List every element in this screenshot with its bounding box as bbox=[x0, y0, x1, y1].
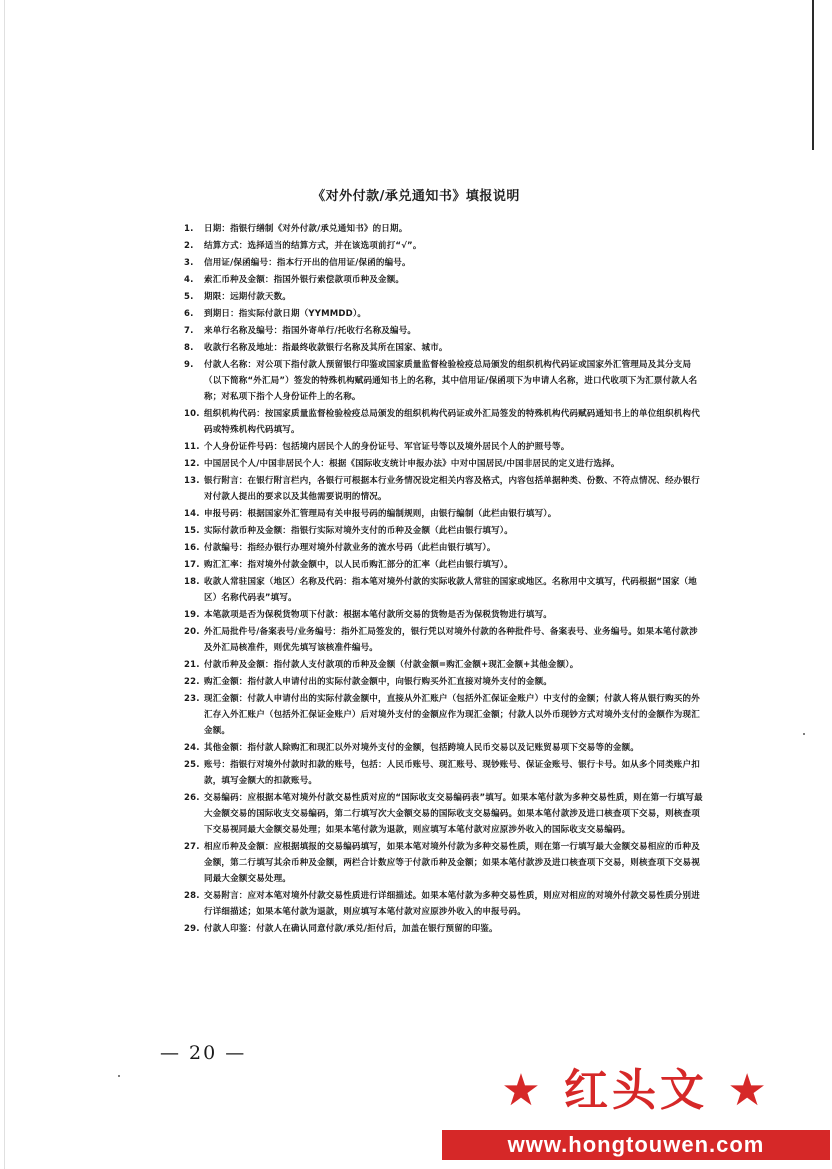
item-number: 7. bbox=[184, 326, 194, 336]
scan-edge bbox=[4, 0, 5, 1169]
item-number: 11. bbox=[184, 442, 200, 452]
item-text: 付款币种及金额：指付款人支付款项的币种及金额（付款金额=购汇金额+现汇金额+其他金额）。 bbox=[204, 660, 579, 670]
item-text: 付款人名称：对公项下指付款人预留银行印鉴或国家质量监督检验检疫总局颁发的组织机构代码证或国家外汇管理局及其分支局（以下简称“外汇局”）签发的特殊机构赋码通知书上的名称，其中信用证/保函项下为申请人名称，进口代收项下为汇票付款人名称；对私项下指个人身份证件上的名称。 bbox=[204, 360, 698, 402]
item-number: 21. bbox=[184, 660, 200, 670]
item-text: 到期日：指实际付款日期（YYMMDD）。 bbox=[204, 309, 367, 319]
item-text: 交易附言：应对本笔对境外付款交易性质进行详细描述。如果本笔付款为多种交易性质，则应对相应的对境外付款交易性质分别进行详细描述；如果本笔付款为退款，则应填写本笔付款对应原涉外收入的申报号码。 bbox=[204, 891, 700, 917]
list-item bbox=[184, 306, 704, 322]
list-item bbox=[184, 691, 704, 739]
list-item bbox=[184, 624, 704, 656]
item-text: 本笔款项是否为保税货物项下付款：根据本笔付款所交易的货物是否为保税货物进行填写。 bbox=[204, 610, 553, 620]
item-number: 4. bbox=[184, 275, 194, 285]
item-number: 3. bbox=[184, 258, 194, 268]
item-text: 收款人常驻国家（地区）名称及代码：指本笔对境外付款的实际收款人常驻的国家或地区。名称用中文填写，代码根据“国家（地区）名称代码表”填写。 bbox=[204, 577, 697, 603]
instruction-list bbox=[184, 221, 704, 938]
item-number: 24. bbox=[184, 743, 200, 753]
item-text: 收款行名称及地址：指最终收款银行名称及其所在国家、城市。 bbox=[204, 343, 448, 353]
list-item bbox=[184, 357, 704, 405]
item-number: 19. bbox=[184, 610, 200, 620]
list-item bbox=[184, 557, 704, 573]
item-text: 购汇汇率：指对境外付款金额中，以人民币购汇部分的汇率（此栏由银行填写）。 bbox=[204, 560, 513, 570]
item-number: 28. bbox=[184, 891, 200, 901]
item-text: 结算方式：选择适当的结算方式，并在该选项前打“√”。 bbox=[204, 241, 422, 251]
list-item bbox=[184, 340, 704, 356]
scan-speck bbox=[803, 733, 805, 735]
list-item bbox=[184, 272, 704, 288]
item-text: 现汇金额：付款人申请付出的实际付款金额中，直接从外汇账户（包括外汇保证金账户）中支付的金额；付款人将从银行购买的外汇存入外汇账户（包括外汇保证金账户）后对境外支付的金额应作为现汇金额；付款人以外币现钞方式对境外支付的金额作为现汇金额。 bbox=[204, 694, 700, 736]
page-number: — 20 — bbox=[160, 1042, 247, 1064]
list-item bbox=[184, 221, 704, 237]
item-number: 16. bbox=[184, 543, 200, 553]
item-text: 付款编号：指经办银行办理对境外付款业务的流水号码（此栏由银行填写）。 bbox=[204, 543, 496, 553]
item-number: 12. bbox=[184, 459, 200, 469]
list-item bbox=[184, 888, 704, 920]
list-item bbox=[184, 839, 704, 887]
item-text: 索汇币种及金额：指国外银行索偿款项币种及金额。 bbox=[204, 275, 405, 285]
item-text: 信用证/保函编号：指本行开出的信用证/保函的编号。 bbox=[204, 258, 411, 268]
item-text: 相应币种及金额：应根据填报的交易编码填写，如果本笔对境外付款为多种交易性质，则在第一行填写最大金额交易相应的币种及金额，第二行填写其余币种及金额，两栏合计数应等于付款币种及金额；如果本笔付款涉及进口核查项下交易，则核查项下交易视同最大金额交易处理。 bbox=[204, 842, 700, 884]
item-number: 26. bbox=[184, 793, 200, 803]
item-text: 付款人印鉴：付款人在确认同意付款/承兑/拒付后，加盖在银行预留的印鉴。 bbox=[204, 924, 498, 934]
list-item bbox=[184, 406, 704, 438]
list-item bbox=[184, 456, 704, 472]
item-number: 17. bbox=[184, 560, 200, 570]
item-text: 组织机构代码：按国家质量监督检验检疫总局颁发的组织机构代码证或外汇局签发的特殊机构代码赋码通知书上的单位组织机构代码或特殊机构代码填写。 bbox=[204, 409, 700, 435]
item-number: 13. bbox=[184, 476, 200, 486]
list-item bbox=[184, 238, 704, 254]
item-text: 购汇金额：指付款人申请付出的实际付款金额中，向银行购买外汇直接对境外支付的金额。 bbox=[204, 677, 553, 687]
item-number: 9. bbox=[184, 360, 194, 370]
item-number: 29. bbox=[184, 924, 200, 934]
document-title: 《对外付款/承兑通知书》填报说明 bbox=[312, 189, 520, 204]
list-item bbox=[184, 473, 704, 505]
item-number: 1. bbox=[184, 224, 194, 234]
list-item bbox=[184, 757, 704, 789]
item-text: 中国居民个人/中国非居民个人：根据《国际收支统计申报办法》中对中国居民/中国非居民的定义进行选择。 bbox=[204, 459, 620, 469]
item-number: 2. bbox=[184, 241, 194, 251]
item-number: 23. bbox=[184, 694, 200, 704]
item-number: 27. bbox=[184, 842, 200, 852]
watermark-url: www.hongtouwen.com bbox=[507, 1132, 765, 1157]
list-item bbox=[184, 657, 704, 673]
item-text: 来单行名称及编号：指国外寄单行/托收行名称及编号。 bbox=[204, 326, 417, 336]
list-item bbox=[184, 790, 704, 838]
list-item bbox=[184, 439, 704, 455]
list-item bbox=[184, 921, 704, 937]
list-item bbox=[184, 255, 704, 271]
list-item bbox=[184, 674, 704, 690]
item-text: 其他金额：指付款人除购汇和现汇以外对境外支付的金额，包括跨境人民币交易以及记账贸易项下交易等的金额。 bbox=[204, 743, 640, 753]
item-number: 25. bbox=[184, 760, 200, 770]
item-text: 账号：指银行对境外付款时扣款的账号，包括：人民币账号、现汇账号、现钞账号、保证金账号、银行卡号。如从多个同类账户扣款，填写金额大的扣款账号。 bbox=[204, 760, 700, 786]
watermark bbox=[440, 1052, 832, 1169]
list-item bbox=[184, 506, 704, 522]
list-item bbox=[184, 740, 704, 756]
item-number: 18. bbox=[184, 577, 200, 587]
list-item bbox=[184, 323, 704, 339]
list-item bbox=[184, 540, 704, 556]
item-text: 银行附言：在银行附言栏内，各银行可根据本行业务情况设定相关内容及格式，内容包括单据种类、份数、不符点情况、经办银行对付款人提出的要求以及其他需要说明的情况。 bbox=[204, 476, 700, 502]
item-text: 实际付款币种及金额：指银行实际对境外支付的币种及金额（此栏由银行填写）。 bbox=[204, 526, 513, 536]
watermark-title: ★ 红头文 ★ bbox=[501, 1065, 771, 1116]
list-item bbox=[184, 289, 704, 305]
list-item bbox=[184, 574, 704, 606]
item-number: 22. bbox=[184, 677, 200, 687]
item-text: 申报号码：根据国家外汇管理局有关申报号码的编制规则，由银行编制（此栏由银行填写）。 bbox=[204, 509, 557, 519]
item-number: 8. bbox=[184, 343, 194, 353]
item-number: 14. bbox=[184, 509, 200, 519]
list-item bbox=[184, 607, 704, 623]
item-number: 5. bbox=[184, 292, 194, 302]
margin-mark bbox=[812, 0, 814, 150]
item-number: 15. bbox=[184, 526, 200, 536]
item-number: 20. bbox=[184, 627, 200, 637]
list-item bbox=[184, 523, 704, 539]
item-text: 日期：指银行缮制《对外付款/承兑通知书》的日期。 bbox=[204, 224, 408, 234]
scan-speck bbox=[118, 1075, 120, 1077]
item-text: 交易编码：应根据本笔对境外付款交易性质对应的“国际收支交易编码表”填写。如果本笔付款为多种交易性质，则在第一行填写最大金额交易的国际收支交易编码，第二行填写次大金额交易的国际收支交易编码。如果本笔付款涉及进口核查项下交易，则核查项下交易视同最大金额交易处理；如果本笔付款为退款，则应填写本笔付款对应原涉外收入的国际收支交易编码。 bbox=[204, 793, 703, 835]
item-text: 个人身份证件号码：包括境内居民个人的身份证号、军官证号等以及境外居民个人的护照号等。 bbox=[204, 442, 570, 452]
item-number: 6. bbox=[184, 309, 194, 319]
item-number: 10. bbox=[184, 409, 200, 419]
item-text: 外汇局批件号/备案表号/业务编号：指外汇局签发的，银行凭以对境外付款的各种批件号、备案表号、业务编号。如果本笔付款涉及外汇局核准件，则优先填写该核准件编号。 bbox=[204, 627, 698, 653]
item-text: 期限：远期付款天数。 bbox=[204, 292, 292, 302]
